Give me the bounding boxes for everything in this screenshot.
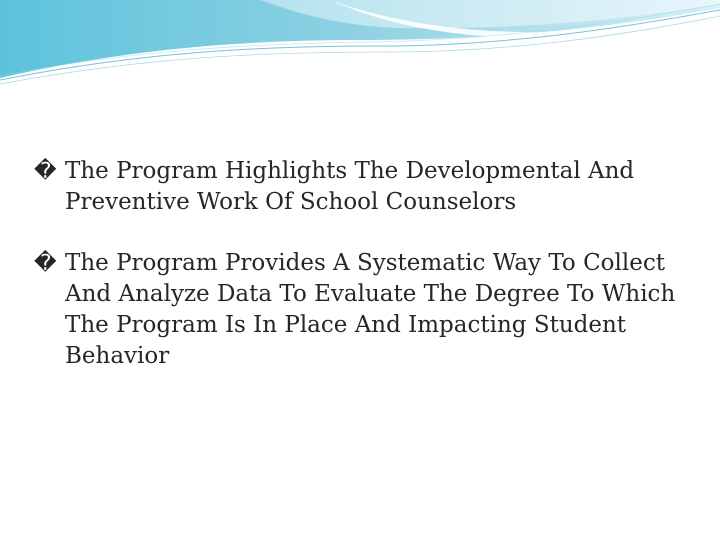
bullet-marker-icon: � xyxy=(34,251,57,276)
bullet-item-2 xyxy=(34,248,694,372)
bullet-text: The Program Highlights The Developmental And Preventive Work Of School Counselors xyxy=(65,158,635,215)
bullet-item-1 xyxy=(34,156,694,218)
bullet-marker-icon: � xyxy=(34,159,57,184)
bullet-text: The Program Provides A Systematic Way To Collect And Analyze Data To Evaluate The Degree To Which The Program Is In Place And Impacting Student Behavior xyxy=(65,250,676,369)
bullet-list xyxy=(34,156,694,402)
header-wave-decoration xyxy=(0,0,720,90)
